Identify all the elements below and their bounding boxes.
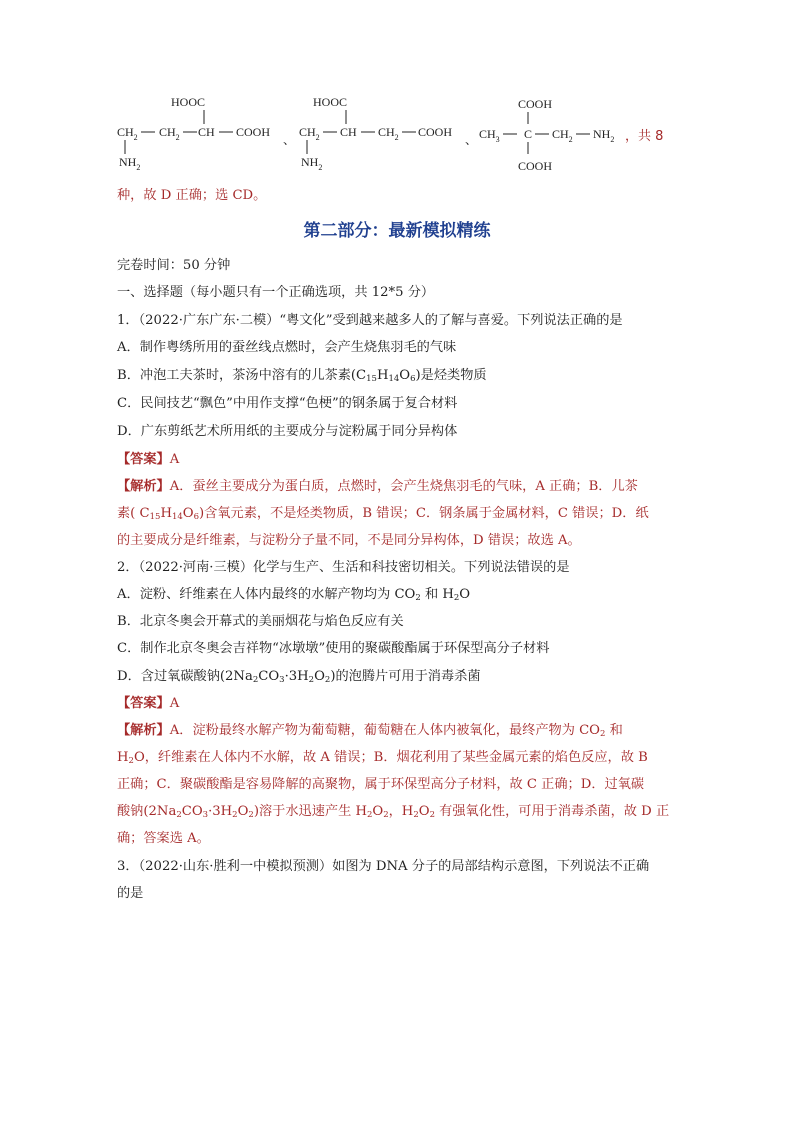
s1-ch2-a: $CH_2$ bbox=[117, 125, 138, 142]
s1-cooh: COOH bbox=[236, 125, 271, 139]
q3-stem-line-2: 的是 bbox=[117, 886, 144, 901]
q2-analysis-line-1: 【解析】A．淀粉最终水解产物为葡萄糖，葡萄糖在人体内被氧化，最终产物为 $CO_2$ 和 bbox=[117, 723, 623, 739]
q2-analysis-line-3: 正确；C．聚碳酸酯是容易降解的高聚物，属于环保型高分子材料，故 C 正确；D．过氧碳 bbox=[117, 777, 645, 792]
s2-ch: CH bbox=[340, 125, 357, 139]
q1-stem: 1．（2022·广东广东·二模）“粤文化”受到越来越多人的了解与喜爱。下列说法正确的是 bbox=[117, 313, 623, 328]
s2-top-group: HOOC bbox=[313, 95, 348, 109]
s3-bottom-cooh: COOH bbox=[518, 159, 553, 173]
q3-stem-line-1: 3．（2022·山东·胜利一中模拟预测）如图为 DNA 分子的局部结构示意图，下列说法不正确 bbox=[117, 859, 650, 874]
structural-formula-diagram bbox=[115, 92, 675, 178]
q1-option-a: A．制作粤绣所用的蚕丝线点燃时，会产生烧焦羽毛的气味 bbox=[117, 340, 457, 355]
q2-analysis-line-5: 确；答案选 A。 bbox=[117, 831, 210, 846]
q1-analysis-line-1: 【解析】A．蚕丝主要成分为蛋白质，点燃时，会产生烧焦羽毛的气味，A 正确；B．儿茶 bbox=[117, 479, 638, 494]
structure-3 bbox=[479, 97, 614, 173]
s3-ch3: $CH_3$ bbox=[479, 127, 500, 144]
s2-nh2: $NH_2$ bbox=[301, 155, 323, 172]
q2-option-b: B．北京冬奥会开幕式的美丽烟花与焰色反应有关 bbox=[117, 614, 404, 629]
q1-analysis-line-3: 的主要成分是纤维素，与淀粉分子量不同，不是同分异构体，D 错误；故选 A。 bbox=[117, 533, 581, 548]
s3-top-cooh: COOH bbox=[518, 97, 553, 111]
structural-formulas bbox=[115, 92, 675, 178]
q1-option-d: D．广东剪纸艺术所用纸的主要成分与淀粉属于同分异构体 bbox=[117, 424, 458, 439]
q1-analysis-line-2: 素( $C_{15}H_{14}O_6$)含氧元素，不是烃类物质，B 错误；C．钢条属于金属材料，C 错误；D．纸 bbox=[117, 506, 649, 522]
structure-2 bbox=[299, 95, 452, 172]
q2-option-d: D．含过氧碳酸钠$(2Na_2CO_3\cdot 3H_2O_2)$的泡腾片可用于消毒杀菌 bbox=[117, 669, 481, 685]
s1-top-group: HOOC bbox=[171, 95, 206, 109]
structure-1 bbox=[117, 95, 270, 172]
q2-stem: 2．（2022·河南·三模）化学与生产、生活和科技密切相关。下列说法错误的是 bbox=[117, 560, 570, 575]
s1-ch: CH bbox=[198, 125, 215, 139]
q2-option-c: C．制作北京冬奥会吉祥物“冰墩墩”使用的聚碳酸酯属于环保型高分子材料 bbox=[117, 641, 550, 656]
continuation-line: 种，故 D 正确；选 CD。 bbox=[117, 188, 267, 203]
q2-analysis-line-2: $H_2O$，纤维素在人体内不水解，故 A 错误；B．烟花利用了某些金属元素的焰色反应，故 B bbox=[117, 750, 648, 766]
s2-ch2-a: $CH_2$ bbox=[299, 125, 320, 142]
s3-nh2: $NH_2$ bbox=[593, 127, 615, 144]
q2-analysis-line-4: 酸钠$(2Na_2CO_3\cdot 3H_2O_2)$溶于水迅速产生 $H_2O_2$，$H_2O_2$ 有强氧化性，可用于消毒杀菌，故 D 正 bbox=[117, 804, 670, 820]
s1-nh2: $NH_2$ bbox=[119, 155, 141, 172]
part-heading: 一、选择题（每小题只有一个正确选项，共 12*5 分） bbox=[117, 285, 435, 300]
separator-1: 、 bbox=[283, 133, 296, 147]
s3-ch2: $CH_2$ bbox=[552, 127, 573, 144]
q1-option-b: B．冲泡工夫茶时，茶汤中溶有的儿茶素$(C_{15}H_{14}O_6)$是烃类物质 bbox=[117, 368, 487, 384]
q2-answer: 【答案】A bbox=[117, 696, 180, 711]
s3-c: C bbox=[524, 127, 533, 141]
time-label: 完卷时间：50 分钟 bbox=[117, 258, 231, 273]
s1-ch2-b: $CH_2$ bbox=[159, 125, 180, 142]
section-title: 第二部分：最新模拟精练 bbox=[303, 221, 491, 241]
s2-cooh: COOH bbox=[418, 125, 453, 139]
q1-option-c: C．民间技艺“飘色”中用作支撑“色梗”的钢条属于复合材料 bbox=[117, 396, 458, 411]
q1-answer: 【答案】A bbox=[117, 452, 180, 467]
count-text: ，共 8 bbox=[625, 129, 664, 144]
q2-option-a: A．淀粉、纤维素在人体内最终的水解产物均为 $CO_2$ 和 $H_2O$ bbox=[117, 587, 471, 603]
s2-ch2-b: $CH_2$ bbox=[378, 125, 399, 142]
separator-2: 、 bbox=[465, 133, 478, 147]
